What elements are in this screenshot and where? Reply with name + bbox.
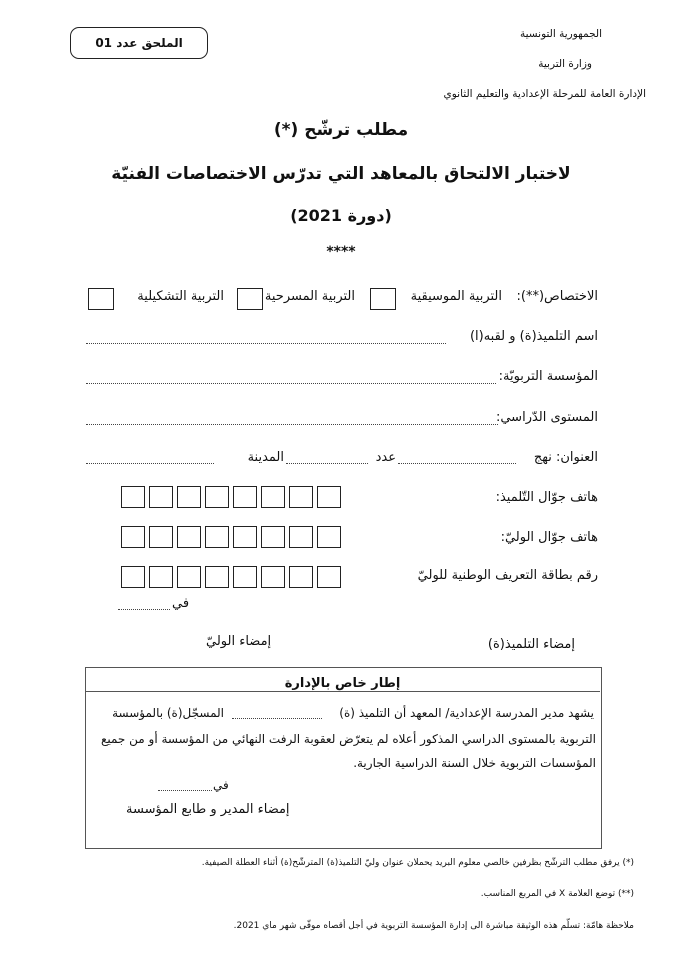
ministry-header: وزارة التربية — [538, 58, 592, 70]
student-signature-label: إمضاء التلميذ(ة) — [487, 637, 575, 652]
address-city-label: المدينة — [247, 450, 284, 465]
level-field[interactable] — [86, 424, 498, 425]
directorate-header: الإدارة العامة للمرحلة الإعدادية والتعليم الثانوي — [443, 88, 646, 100]
option-theatre-label: التربية المسرحية — [264, 289, 355, 304]
date-field[interactable] — [118, 609, 170, 610]
session-label: (دورة 2021) — [290, 206, 392, 225]
option-music-label: التربية الموسيقية — [410, 289, 502, 304]
admin-attest-text-2: المسجّل(ة) بالمؤسسة — [112, 706, 224, 720]
guardian-phone-label: هاتف جوّال الوليّ: — [500, 530, 598, 545]
digit-box[interactable] — [289, 486, 313, 508]
address-street-label: العنوان: نهج — [533, 450, 598, 465]
admin-attest-text-4: المؤسسات التربوية خلال السنة الدراسية الجارية. — [353, 756, 596, 770]
admin-student-name-field[interactable] — [232, 718, 322, 719]
student-name-field[interactable] — [86, 343, 446, 344]
student-phone-input[interactable] — [121, 486, 341, 508]
digit-box[interactable] — [317, 486, 341, 508]
specialty-label: الاختصاص(**): — [516, 289, 598, 304]
option-art-checkbox[interactable] — [88, 288, 114, 310]
student-phone-label: هاتف جوّال التّلميذ: — [495, 490, 598, 505]
digit-box[interactable] — [121, 566, 145, 588]
digit-box[interactable] — [121, 526, 145, 548]
student-name-label: اسم التلميذ(ة) و لقبه(ا) — [469, 329, 598, 344]
digit-box[interactable] — [261, 566, 285, 588]
guardian-id-input[interactable] — [121, 566, 341, 588]
form-title: مطلب ترشّح (*) — [273, 120, 409, 140]
admin-attest-text-3: التربوية بالمستوى الدراسي المذكور أعلاه لم يتعرّض لعقوبة الرفت النهائي من المؤسسة أو من جميع — [100, 732, 596, 746]
digit-box[interactable] — [205, 566, 229, 588]
digit-box[interactable] — [289, 526, 313, 548]
digit-box[interactable] — [317, 566, 341, 588]
admin-divider — [85, 691, 600, 692]
admin-title: إطار خاص بالإدارة — [284, 676, 401, 691]
digit-box[interactable] — [261, 526, 285, 548]
option-theatre-checkbox[interactable] — [237, 288, 263, 310]
option-music-checkbox[interactable] — [370, 288, 396, 310]
digit-box[interactable] — [205, 486, 229, 508]
option-art-label: التربية التشكيلية — [137, 289, 224, 304]
address-city-field[interactable] — [86, 463, 214, 464]
digit-box[interactable] — [149, 526, 173, 548]
footnote-deadline: ملاحظة هامّة: تسلّم هذه الوثيقة مباشرة الى إدارة المؤسسة التربوية في أجل أقصاه موفّى شهر ماي 2021. — [233, 921, 634, 931]
footnote-envelopes: (*) يرفق مطلب الترشّح بظرفين خالصي معلوم البريد يحملان عنوان وليّ التلميذ(ة) المترشّح(ة) أثناء العطلة الصيفية. — [201, 858, 634, 868]
digit-box[interactable] — [233, 486, 257, 508]
digit-box[interactable] — [177, 566, 201, 588]
digit-box[interactable] — [261, 486, 285, 508]
digit-box[interactable] — [317, 526, 341, 548]
digit-box[interactable] — [289, 566, 313, 588]
digit-box[interactable] — [177, 526, 201, 548]
digit-box[interactable] — [233, 566, 257, 588]
digit-box[interactable] — [177, 486, 201, 508]
address-number-label: عدد — [375, 450, 396, 465]
address-number-field[interactable] — [286, 463, 368, 464]
annex-label: الملحق عدد 01 — [70, 27, 208, 59]
digit-box[interactable] — [233, 526, 257, 548]
stars-divider: **** — [326, 244, 356, 260]
digit-box[interactable] — [149, 566, 173, 588]
level-label: المستوى الدّراسي: — [495, 410, 598, 425]
form-subtitle: لاختبار الالتحاق بالمعاهد التي تدرّس الاختصاصات الفنيّة — [111, 164, 571, 184]
digit-box[interactable] — [121, 486, 145, 508]
admin-date-in-label: في — [213, 778, 229, 792]
guardian-id-label: رقم بطاقة التعريف الوطنية للوليّ — [417, 568, 598, 583]
footnote-checkbox: (**) توضع العلامة X في المربع المناسب. — [480, 889, 634, 899]
admin-signature-label: إمضاء المدير و طابع المؤسسة — [126, 802, 290, 817]
admin-attest-text-1: يشهد مدير المدرسة الإعدادية/ المعهد أن التلميذ (ة) — [339, 706, 594, 720]
date-in-label: في — [172, 596, 190, 611]
institution-label: المؤسسة التربويّة: — [498, 369, 598, 384]
digit-box[interactable] — [205, 526, 229, 548]
digit-box[interactable] — [149, 486, 173, 508]
guardian-signature-label: إمضاء الوليّ — [206, 634, 272, 649]
institution-field[interactable] — [86, 383, 496, 384]
guardian-phone-input[interactable] — [121, 526, 341, 548]
republic-header: الجمهورية التونسية — [520, 28, 602, 40]
admin-date-field[interactable] — [158, 790, 212, 791]
address-street-field[interactable] — [398, 463, 516, 464]
